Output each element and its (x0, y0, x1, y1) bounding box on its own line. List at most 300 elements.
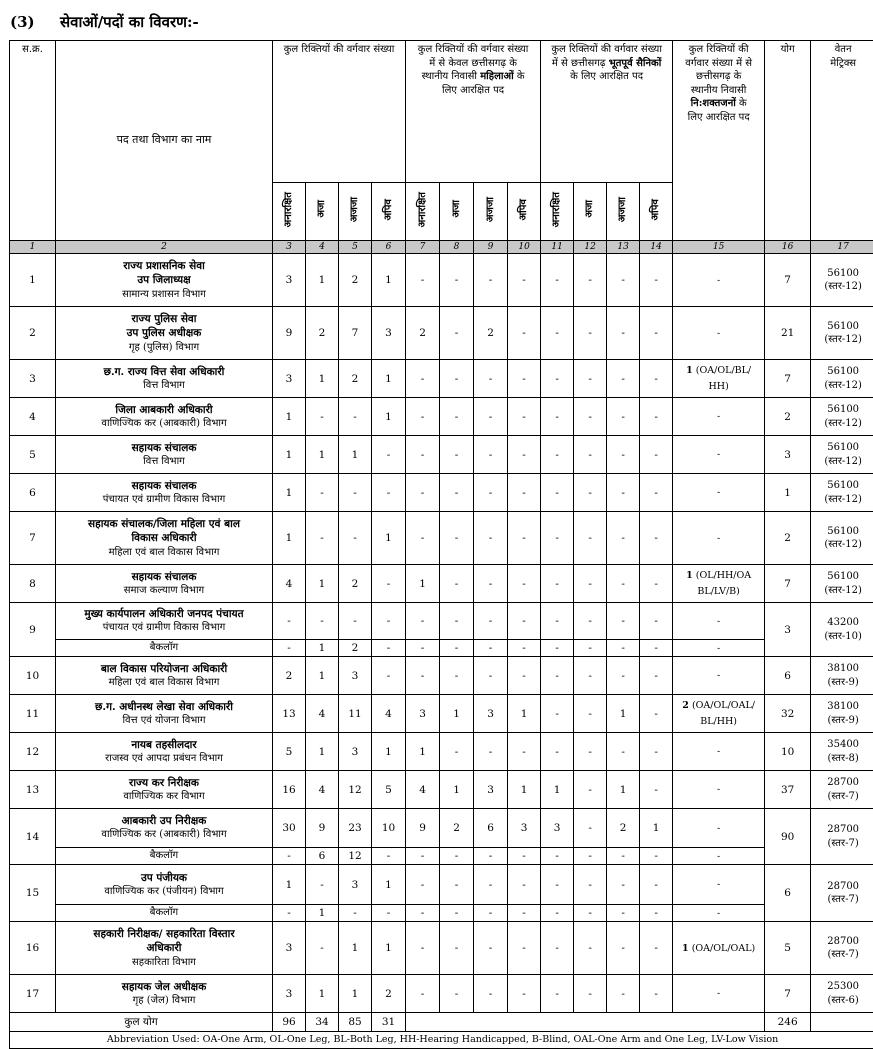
category-label: अनारक्षित (416, 192, 430, 227)
header-category (273, 183, 306, 241)
backlog-disabled: - (673, 905, 765, 922)
table-row (10, 657, 873, 695)
vacancy-value: - (640, 922, 673, 975)
department-name: सामान्य प्रशासन विभाग (58, 288, 270, 302)
row-total: 37 (765, 771, 811, 809)
row-total: 21 (765, 307, 811, 360)
vacancy-value: 1 (372, 865, 406, 905)
vacancy-value: - (574, 771, 607, 809)
vacancy-value: 1 (306, 733, 339, 771)
row-post-name (56, 307, 273, 360)
women-emphasis: महिलाओं (480, 71, 513, 82)
vacancy-value: 3 (474, 771, 508, 809)
vacancy-value: - (508, 307, 541, 360)
vacancy-value: - (508, 865, 541, 905)
header-group-women: कुल रिक्तियों की वर्गवार संख्या में से केवल छत्तीसगढ़ के स्थानीय निवासी महिलाओं के लिए आरक्षित पद (406, 41, 541, 183)
vacancy-value: - (406, 975, 440, 1013)
row-pay-matrix: 56100 (स्तर-12) (811, 474, 873, 512)
row-total: 2 (765, 512, 811, 565)
backlog-value: - (273, 905, 306, 922)
department-name: पंचायत एवं ग्रामीण विकास विभाग (58, 493, 270, 507)
department-name: गृह (जेल) विभाग (58, 994, 270, 1008)
header-row (10, 41, 873, 183)
vacancy-value: - (372, 603, 406, 640)
exsm-emphasis: भूतपूर्व सैनिकों (609, 58, 662, 69)
vacancy-value: - (607, 436, 640, 474)
vacancy-value: 3 (273, 922, 306, 975)
vacancy-value: - (406, 922, 440, 975)
vacancy-value: 1 (372, 360, 406, 398)
row-pay-matrix: 38100 (स्तर-9) (811, 695, 873, 733)
department-name: वाणिज्यिक कर (पंजीयन) विभाग (58, 885, 270, 899)
vacancy-value: 4 (406, 771, 440, 809)
table-row (10, 809, 873, 848)
vacancy-value: - (440, 865, 474, 905)
vacancy-value: 1 (306, 565, 339, 603)
vacancy-value: - (607, 360, 640, 398)
vacancy-value: 1 (339, 922, 372, 975)
row-post-name (56, 565, 273, 603)
vacancy-value: - (440, 254, 474, 307)
row-post-name (56, 922, 273, 975)
post-name: नायब तहसीलदार (58, 738, 270, 752)
vacancy-value: - (640, 733, 673, 771)
backlog-value: 12 (339, 848, 372, 865)
vacancy-value: - (474, 360, 508, 398)
row-pay-matrix: 43200 (स्तर-10) (811, 603, 873, 657)
disabled-reserved: 2 (OA/OL/OAL/ BL/HH) (673, 695, 765, 733)
vacancy-value: - (508, 512, 541, 565)
row-pay-matrix: 28700 (स्तर-7) (811, 922, 873, 975)
vacancy-value: 3 (339, 657, 372, 695)
category-label: अपिव (649, 199, 663, 220)
row-sno: 9 (10, 603, 56, 657)
row-post-name (56, 474, 273, 512)
disabled-reserved: - (673, 657, 765, 695)
vacancy-value: - (541, 512, 574, 565)
backlog-value: - (406, 848, 440, 865)
vacancy-value: 23 (339, 809, 372, 848)
vacancy-value: - (474, 603, 508, 640)
vacancy-value: - (339, 603, 372, 640)
header-category (474, 183, 508, 241)
vacancy-value: - (541, 254, 574, 307)
row-sno: 2 (10, 307, 56, 360)
vacancy-value: - (474, 657, 508, 695)
header-category (406, 183, 440, 241)
disabled-reserved: - (673, 398, 765, 436)
vacancy-value: - (541, 565, 574, 603)
table-row (10, 865, 873, 905)
row-sno: 15 (10, 865, 56, 922)
row-total: 1 (765, 474, 811, 512)
vacancy-value: 2 (474, 307, 508, 360)
backlog-value: - (574, 905, 607, 922)
row-sno: 12 (10, 733, 56, 771)
row-pay-matrix: 56100 (स्तर-12) (811, 436, 873, 474)
disabled-count: 1 (682, 943, 689, 954)
vacancy-value: 3 (474, 695, 508, 733)
row-pay-matrix: 56100 (स्तर-12) (811, 398, 873, 436)
row-pay-matrix: 28700 (स्तर-7) (811, 865, 873, 922)
row-total: 6 (765, 865, 811, 922)
vacancy-value: - (406, 436, 440, 474)
vacancy-value: - (474, 436, 508, 474)
table-row (10, 254, 873, 307)
backlog-value: - (508, 905, 541, 922)
vacancy-value: - (440, 512, 474, 565)
disabled-count: 1 (686, 570, 693, 581)
backlog-value: - (440, 905, 474, 922)
row-sno: 14 (10, 809, 56, 865)
vacancy-value: - (474, 975, 508, 1013)
vacancy-value: - (640, 565, 673, 603)
post-name: उप जिलाध्यक्ष (58, 273, 270, 287)
backlog-value: - (607, 640, 640, 657)
vacancy-value: 7 (339, 307, 372, 360)
vacancy-value: - (574, 398, 607, 436)
vacancy-value: - (574, 865, 607, 905)
backlog-value: - (474, 848, 508, 865)
table-row (10, 771, 873, 809)
vacancy-value: - (574, 254, 607, 307)
category-label: अजजा (348, 197, 362, 222)
vacancy-value: - (541, 360, 574, 398)
department-name: पंचायत एवं ग्रामीण विकास विभाग (58, 621, 270, 635)
backlog-value: - (406, 905, 440, 922)
vacancy-value: - (640, 771, 673, 809)
vacancy-value: - (607, 307, 640, 360)
vacancy-value: 1 (273, 436, 306, 474)
vacancy-value: - (508, 398, 541, 436)
post-name: राज्य कर निरीक्षक (58, 776, 270, 790)
row-pay-matrix: 56100 (स्तर-12) (811, 360, 873, 398)
category-label: अपिव (517, 199, 531, 220)
vacancy-value: - (607, 657, 640, 695)
row-sno: 8 (10, 565, 56, 603)
backlog-value: - (372, 905, 406, 922)
vacancy-value: - (640, 695, 673, 733)
row-total: 7 (765, 565, 811, 603)
vacancy-value: - (474, 474, 508, 512)
backlog-value: - (541, 640, 574, 657)
grand-total-value: 31 (372, 1013, 406, 1032)
category-label: अजा (315, 200, 329, 218)
vacancy-value: 11 (339, 695, 372, 733)
backlog-value: - (372, 848, 406, 865)
vacancy-value: - (640, 254, 673, 307)
backlog-value: - (440, 848, 474, 865)
disabled-reserved: - (673, 512, 765, 565)
department-name: वाणिज्यिक कर विभाग (58, 790, 270, 804)
vacancy-value: 2 (440, 809, 474, 848)
backlog-value: - (406, 640, 440, 657)
vacancy-value: 1 (306, 254, 339, 307)
row-post-name (56, 436, 273, 474)
category-label: अजजा (616, 197, 630, 222)
row-sno: 4 (10, 398, 56, 436)
category-label: अजजा (484, 197, 498, 222)
vacancy-value: - (574, 512, 607, 565)
grand-total-row (10, 1013, 873, 1032)
vacancy-value: - (440, 975, 474, 1013)
row-total: 3 (765, 603, 811, 657)
vacancy-value: - (474, 254, 508, 307)
vacancy-value: 1 (339, 436, 372, 474)
vacancy-value: 10 (372, 809, 406, 848)
post-name: उप पंजीयक (58, 871, 270, 885)
vacancy-value: - (508, 603, 541, 640)
vacancy-value: - (508, 922, 541, 975)
backlog-value: - (574, 640, 607, 657)
column-index: 2 (56, 241, 273, 254)
vacancy-value: - (607, 733, 640, 771)
row-total: 32 (765, 695, 811, 733)
vacancy-value: 1 (440, 771, 474, 809)
column-index: 4 (306, 241, 339, 254)
vacancy-value: - (574, 922, 607, 975)
backlog-disabled: - (673, 848, 765, 865)
backlog-disabled: - (673, 640, 765, 657)
vacancy-value: - (440, 657, 474, 695)
header-total: योग (765, 41, 811, 241)
vacancy-value: 2 (339, 565, 372, 603)
vacancy-value: - (607, 975, 640, 1013)
grand-total-sum: 246 (765, 1013, 811, 1032)
vacancy-value: - (474, 865, 508, 905)
vacancy-value: - (574, 565, 607, 603)
row-pay-matrix: 56100 (स्तर-12) (811, 254, 873, 307)
backlog-value: - (607, 905, 640, 922)
department-name: सहकारिता विभाग (58, 956, 270, 970)
post-name: सहायक जेल अधीक्षक (58, 980, 270, 994)
vacancy-value: - (574, 474, 607, 512)
department-name: वित्त एवं योजना विभाग (58, 714, 270, 728)
vacancy-value: - (640, 657, 673, 695)
vacancy-value: 30 (273, 809, 306, 848)
vacancy-value: 12 (339, 771, 372, 809)
post-name: मुख्य कार्यपालन अधिकारी जनपद पंचायत (58, 607, 270, 621)
disabled-emphasis: नि:शक्तजनों (691, 98, 736, 109)
vacancy-value: - (372, 436, 406, 474)
table-row (10, 695, 873, 733)
column-index: 6 (372, 241, 406, 254)
category-label: अनारक्षित (550, 192, 564, 227)
vacancy-value: 9 (406, 809, 440, 848)
row-pay-matrix: 35400 (स्तर-8) (811, 733, 873, 771)
header-category (640, 183, 673, 241)
row-sno: 5 (10, 436, 56, 474)
row-pay-matrix: 38100 (स्तर-9) (811, 657, 873, 695)
department-name: वाणिज्यिक कर (आबकारी) विभाग (58, 828, 270, 842)
vacancy-value: - (508, 565, 541, 603)
vacancy-value: - (440, 307, 474, 360)
backlog-value: 2 (339, 640, 372, 657)
vacancy-value: 1 (306, 975, 339, 1013)
header-category (440, 183, 474, 241)
vacancy-value: - (372, 565, 406, 603)
category-label: अजा (450, 200, 464, 218)
vacancy-value: - (339, 474, 372, 512)
vacancy-value: - (406, 865, 440, 905)
vacancy-value: - (508, 975, 541, 1013)
row-post-name (56, 603, 273, 640)
table-row (10, 512, 873, 565)
disabled-count: 2 (682, 700, 689, 711)
vacancy-value: - (607, 922, 640, 975)
post-name: छ.ग. अधीनस्थ लेखा सेवा अधिकारी (58, 700, 270, 714)
column-index: 15 (673, 241, 765, 254)
vacancy-value: 1 (508, 771, 541, 809)
row-sno: 1 (10, 254, 56, 307)
header-disabled: कुल रिक्तियों की वर्गवार संख्या में से छत्तीसगढ़ के स्थानीय निवासी नि:शक्तजनों के लिए आरक्षित पद (673, 41, 765, 241)
post-name: राज्य प्रशासनिक सेवा (58, 259, 270, 273)
backlog-value: - (640, 640, 673, 657)
vacancy-value: 1 (406, 733, 440, 771)
backlog-value: 1 (306, 640, 339, 657)
vacancy-value: - (574, 307, 607, 360)
vacancy-value: - (607, 603, 640, 640)
vacancy-value: - (406, 398, 440, 436)
vacancy-value: - (440, 474, 474, 512)
category-label: अजा (583, 200, 597, 218)
backlog-value: - (640, 848, 673, 865)
vacancy-value: 2 (372, 975, 406, 1013)
vacancy-value: - (508, 436, 541, 474)
backlog-value: - (508, 640, 541, 657)
column-index: 11 (541, 241, 574, 254)
grand-total-pay-blank (811, 1013, 873, 1032)
vacancy-value: - (541, 733, 574, 771)
vacancy-value: 1 (372, 733, 406, 771)
post-name: सहायक संचालक (58, 441, 270, 455)
backlog-value: 1 (306, 905, 339, 922)
backlog-value: - (541, 905, 574, 922)
vacancy-value: 1 (372, 398, 406, 436)
department-name: महिला एवं बाल विकास विभाग (58, 546, 270, 560)
backlog-row (10, 848, 873, 865)
disabled-reserved: - (673, 975, 765, 1013)
post-name: सहायक संचालक (58, 570, 270, 584)
vacancy-value: - (607, 512, 640, 565)
grand-total-value: 85 (339, 1013, 372, 1032)
vacancy-value: - (440, 603, 474, 640)
backlog-value: - (607, 848, 640, 865)
post-name: राज्य पुलिस सेवा (58, 312, 270, 326)
header-category (574, 183, 607, 241)
table-row (10, 398, 873, 436)
row-total: 3 (765, 436, 811, 474)
disabled-reserved: - (673, 771, 765, 809)
row-post-name (56, 512, 273, 565)
backlog-value: - (273, 848, 306, 865)
department-name: समाज कल्याण विभाग (58, 584, 270, 598)
vacancy-value: - (440, 733, 474, 771)
grand-total-blank (406, 1013, 765, 1032)
post-name: बाल विकास परियोजना अधिकारी (58, 662, 270, 676)
vacancy-value: 3 (273, 254, 306, 307)
department-name: महिला एवं बाल विकास विभाग (58, 676, 270, 690)
table-row (10, 975, 873, 1013)
backlog-label: बैकलॉग (56, 848, 273, 865)
vacancy-value: 1 (607, 695, 640, 733)
vacancy-value: - (474, 922, 508, 975)
vacancy-value: 2 (306, 307, 339, 360)
disabled-reserved: - (673, 603, 765, 640)
post-name: उप पुलिस अधीक्षक (58, 326, 270, 340)
vacancy-value: - (406, 512, 440, 565)
vacancy-value: 1 (372, 254, 406, 307)
vacancy-value: - (508, 733, 541, 771)
post-name: छ.ग. राज्य वित्त सेवा अधिकारी (58, 365, 270, 379)
header-category (508, 183, 541, 241)
disabled-reserved: 1 (OA/OL/OAL) (673, 922, 765, 975)
disabled-reserved: - (673, 865, 765, 905)
backlog-value: - (541, 848, 574, 865)
vacancy-value: - (508, 474, 541, 512)
table-body (10, 241, 873, 1049)
vacancy-value: - (607, 254, 640, 307)
vacancy-value: - (640, 474, 673, 512)
column-index: 13 (607, 241, 640, 254)
vacancy-value: - (474, 512, 508, 565)
column-index: 9 (474, 241, 508, 254)
row-total: 7 (765, 975, 811, 1013)
grand-total-label: कुल योग (10, 1013, 273, 1032)
row-post-name (56, 360, 273, 398)
vacancy-value: - (574, 657, 607, 695)
vacancy-value: - (541, 975, 574, 1013)
header-post: पद तथा विभाग का नाम (56, 41, 273, 241)
column-index: 8 (440, 241, 474, 254)
vacancy-value: - (508, 657, 541, 695)
vacancy-value: - (574, 436, 607, 474)
vacancy-value: 6 (474, 809, 508, 848)
header-category (541, 183, 574, 241)
vacancy-value: 2 (406, 307, 440, 360)
vacancy-value: - (607, 865, 640, 905)
disabled-reserved: - (673, 254, 765, 307)
section-number: (3) (10, 13, 60, 31)
row-post-name (56, 975, 273, 1013)
table-header (10, 41, 873, 241)
row-total: 7 (765, 254, 811, 307)
header-pay: वेतन मेट्रिक्स (811, 41, 873, 241)
vacancy-value: 3 (273, 975, 306, 1013)
column-index: 5 (339, 241, 372, 254)
row-post-name (56, 695, 273, 733)
vacancy-value: - (541, 436, 574, 474)
backlog-value: - (508, 848, 541, 865)
vacancy-value: - (339, 512, 372, 565)
vacancy-value: - (541, 474, 574, 512)
table-row (10, 733, 873, 771)
post-name: सहायक संचालक (58, 479, 270, 493)
vacancy-value: - (574, 695, 607, 733)
vacancy-value: - (508, 360, 541, 398)
vacancy-value: - (607, 474, 640, 512)
vacancy-value: 16 (273, 771, 306, 809)
table-row (10, 565, 873, 603)
vacancy-value: - (406, 657, 440, 695)
vacancy-value: - (474, 565, 508, 603)
vacancy-value: - (541, 398, 574, 436)
column-index: 14 (640, 241, 673, 254)
section-title: सेवाओं/पदों का विवरण:- (60, 13, 199, 31)
row-sno: 3 (10, 360, 56, 398)
post-name: जिला आबकारी अधिकारी (58, 403, 270, 417)
disabled-reserved: - (673, 809, 765, 848)
